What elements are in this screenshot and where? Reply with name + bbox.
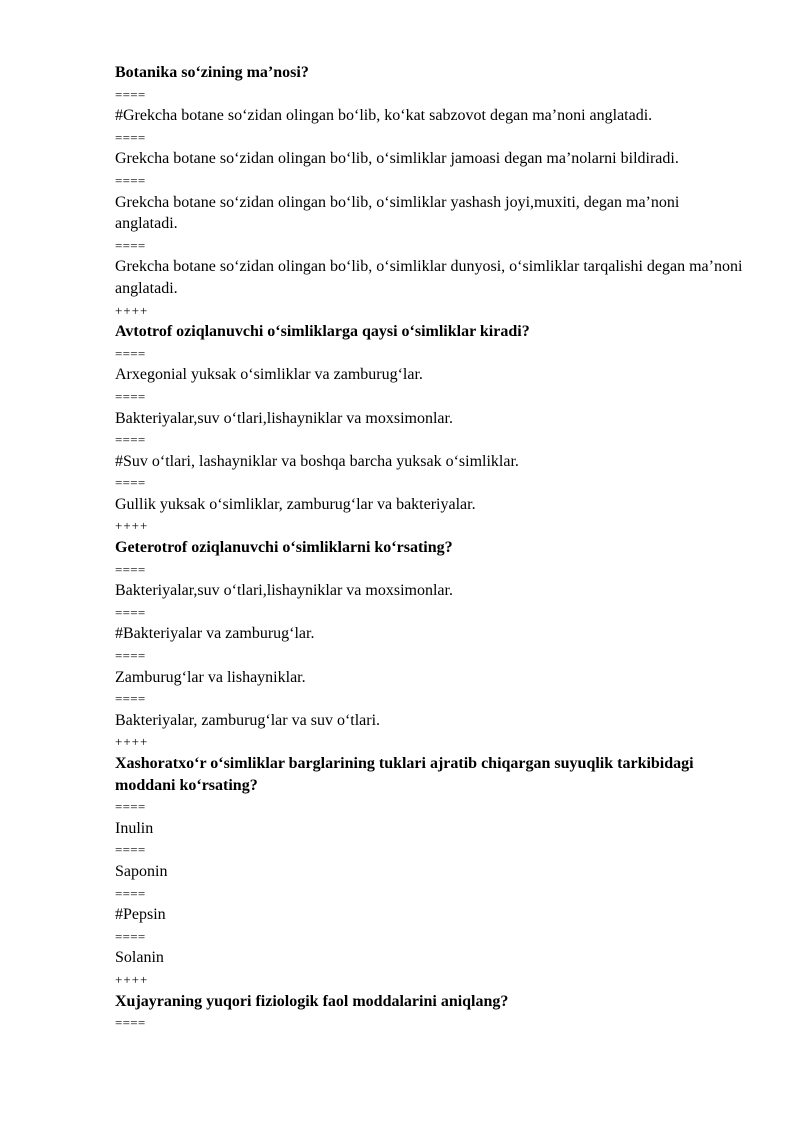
question-text: Geterotrof oziqlanuvchi o‘simliklarni ko‘rsating? <box>115 539 453 557</box>
answer-option: Saponin <box>115 862 168 880</box>
answer-option: Gullik yuksak o‘simliklar, zamburug‘lar va bakteriyalar. <box>115 495 476 513</box>
question-end-marker: ++++ <box>115 302 149 318</box>
option-separator: ==== <box>115 561 146 577</box>
question-block <box>115 991 745 1034</box>
question-end-marker: ++++ <box>115 518 149 534</box>
option-separator: ==== <box>115 604 146 620</box>
document-page <box>115 62 745 1034</box>
option-separator: ==== <box>115 475 146 491</box>
answer-option: Bakteriyalar,suv o‘tlari,lishayniklar va moxsimonlar. <box>115 582 453 600</box>
question-text: Xujayraning yuqori fiziologik faol moddalarini aniqlang? <box>115 992 509 1010</box>
answer-option: Bakteriyalar, zamburug‘lar va suv o‘tlari. <box>115 711 381 729</box>
question-text: Avtotrof oziqlanuvchi o‘simliklarga qaysi o‘simliklar kiradi? <box>115 323 530 341</box>
question-block <box>115 537 745 753</box>
option-separator: ==== <box>115 237 146 253</box>
option-separator: ==== <box>115 388 146 404</box>
option-separator: ==== <box>115 691 146 707</box>
question-end-marker: ++++ <box>115 971 149 987</box>
question-end-marker: ++++ <box>115 734 149 750</box>
option-separator: ==== <box>115 842 146 858</box>
option-separator: ==== <box>115 345 146 361</box>
answer-option: Bakteriyalar,suv o‘tlari,lishayniklar va moxsimonlar. <box>115 409 453 427</box>
answer-option: Grekcha botane so‘zidan olingan bo‘lib, o‘simliklar jamoasi degan ma’nolarni bildiradi. <box>115 150 679 168</box>
question-text: Botanika so‘zining ma’nosi? <box>115 64 309 81</box>
answer-option: #Suv o‘tlari, lashayniklar va boshqa barcha yuksak o‘simliklar. <box>115 452 519 470</box>
question-block <box>115 321 745 537</box>
answer-option: Grekcha botane so‘zidan olingan bo‘lib, o‘simliklar yashash joyi,muxiti, degan ma’noni anglatadi. <box>115 193 680 233</box>
answer-option: #Bakteriyalar va zamburug‘lar. <box>115 625 315 643</box>
option-separator: ==== <box>115 129 146 145</box>
question-block <box>115 753 745 991</box>
option-separator: ==== <box>115 1015 146 1031</box>
option-separator: ==== <box>115 799 146 815</box>
answer-option: Arxegonial yuksak o‘simliklar va zamburug‘lar. <box>115 366 423 384</box>
answer-option: Zamburug‘lar va lishayniklar. <box>115 668 306 686</box>
answer-option: #Pepsin <box>115 906 166 924</box>
option-separator: ==== <box>115 172 146 188</box>
answer-option: Grekcha botane so‘zidan olingan bo‘lib, o‘simliklar dunyosi, o‘simliklar tarqalishi degan ma’noni anglatadi. <box>115 258 743 297</box>
option-separator: ==== <box>115 928 146 944</box>
option-separator: ==== <box>115 648 146 664</box>
question-text: Xashoratxo‘r o‘simliklar barglarining tuklari ajratib chiqargan suyuqlik tarkibidagi moddani ko‘rsating? <box>115 755 694 794</box>
answer-option: #Grekcha botane so‘zidan olingan bo‘lib, ko‘kat sabzovot degan ma’noni anglatadi. <box>115 107 653 125</box>
option-separator: ==== <box>115 86 146 102</box>
option-separator: ==== <box>115 885 146 901</box>
question-block <box>115 62 745 321</box>
answer-option: Inulin <box>115 819 154 837</box>
option-separator: ==== <box>115 432 146 448</box>
answer-option: Solanin <box>115 949 164 967</box>
